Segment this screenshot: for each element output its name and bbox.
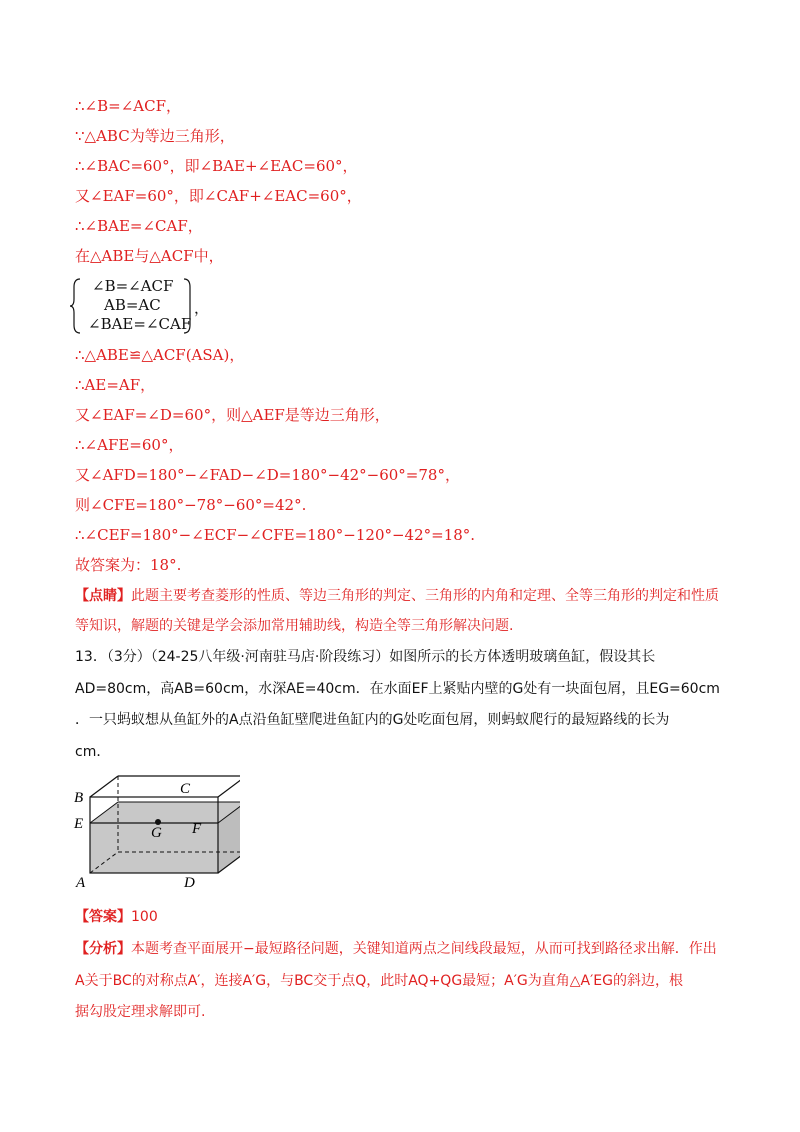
comment-text: 此题主要考查菱形的性质、等边三角形的判定、三角形的内角和定理、全等三角形的判定和性质 (131, 588, 719, 604)
label-c: C (180, 781, 191, 797)
equation-system (70, 277, 210, 335)
system-rows (88, 277, 191, 334)
answer-value: 100 (131, 909, 158, 925)
step-line: 故答案为：18°. (75, 556, 182, 574)
label-d: D (184, 875, 195, 891)
analysis-line-2: A关于BC的对称点A′，连接A′G，与BC交于点Q，此时AQ+QG最短；A′G为直角△A′EG的斜边，根 (75, 973, 683, 989)
system-row: AB=AC (104, 296, 161, 314)
comment-line-2: 等知识，解题的关键是学会添加常用辅助线，构造全等三角形解决问题. (75, 618, 514, 634)
comment-line (75, 585, 725, 605)
comment-label: 【点睛】 (75, 588, 131, 604)
analysis-label: 【分析】 (75, 941, 131, 957)
label-f: F (192, 821, 202, 837)
label-a: A (76, 875, 86, 891)
analysis-line (75, 938, 725, 958)
question-line: ．一只蚂蚁想从鱼缸外的A点沿鱼缸壁爬进鱼缸内的G处吃面包屑，则蚂蚁爬行的最短路线的长为 (75, 712, 670, 728)
system-tail: ， (194, 299, 210, 317)
step-line: ∴△ABE≌△ACF(ASA)， (75, 346, 245, 364)
step-line: ∴AE=AF， (75, 376, 156, 394)
step-line: ∴∠BAE=∠CAF， (75, 217, 203, 235)
step-line: 则∠CFE=180°−78°−60°=42°. (75, 496, 307, 514)
step-line: 在△ABE与△ACF中， (75, 247, 224, 265)
fish-tank-svg (70, 775, 240, 893)
question-line: cm． (75, 744, 111, 760)
question-line: 13．（3分）（24-25八年级·河南驻马店·阶段练习）如图所示的长方体透明玻璃鱼缸，假设其长 (75, 649, 656, 665)
step-line: ∴∠CEF=180°−∠ECF−∠CFE=180°−120°−42°=18°. (75, 526, 476, 544)
analysis-line-3: 据勾股定理求解即可. (75, 1004, 206, 1020)
step-line: 又∠EAF=∠D=60°，则△AEF是等边三角形， (75, 406, 390, 424)
step-line: ∴∠BAC=60°，即∠BAE+∠EAC=60°， (75, 157, 358, 175)
answer-line (75, 906, 725, 926)
step-line: 又∠AFD=180°−∠FAD−∠D=180°−42°−60°=78°， (75, 466, 460, 484)
fish-tank-figure (70, 775, 240, 893)
question-line: AD=80cm，高AB=60cm，水深AE=40cm．在水面EF上紧贴内壁的G处有一块面包屑，且EG=60cm (75, 681, 720, 697)
step-line: ∴∠AFE=60°， (75, 436, 184, 454)
label-g: G (151, 825, 162, 841)
label-b: B (74, 790, 84, 806)
analysis-text: 本题考查平面展开−最短路径问题，关键知道两点之间线段最短，从而可找到路径求出解．作出 (131, 941, 717, 957)
step-line: ∴∠B=∠ACF， (75, 97, 181, 115)
system-row: ∠BAE=∠CAF (88, 315, 192, 333)
answer-label: 【答案】 (75, 909, 131, 925)
step-line: ∵△ABC为等边三角形， (75, 127, 235, 145)
system-row: ∠B=∠ACF (92, 277, 174, 295)
label-e: E (74, 816, 84, 832)
step-line: 又∠EAF=60°，即∠CAF+∠EAC=60°， (75, 187, 362, 205)
